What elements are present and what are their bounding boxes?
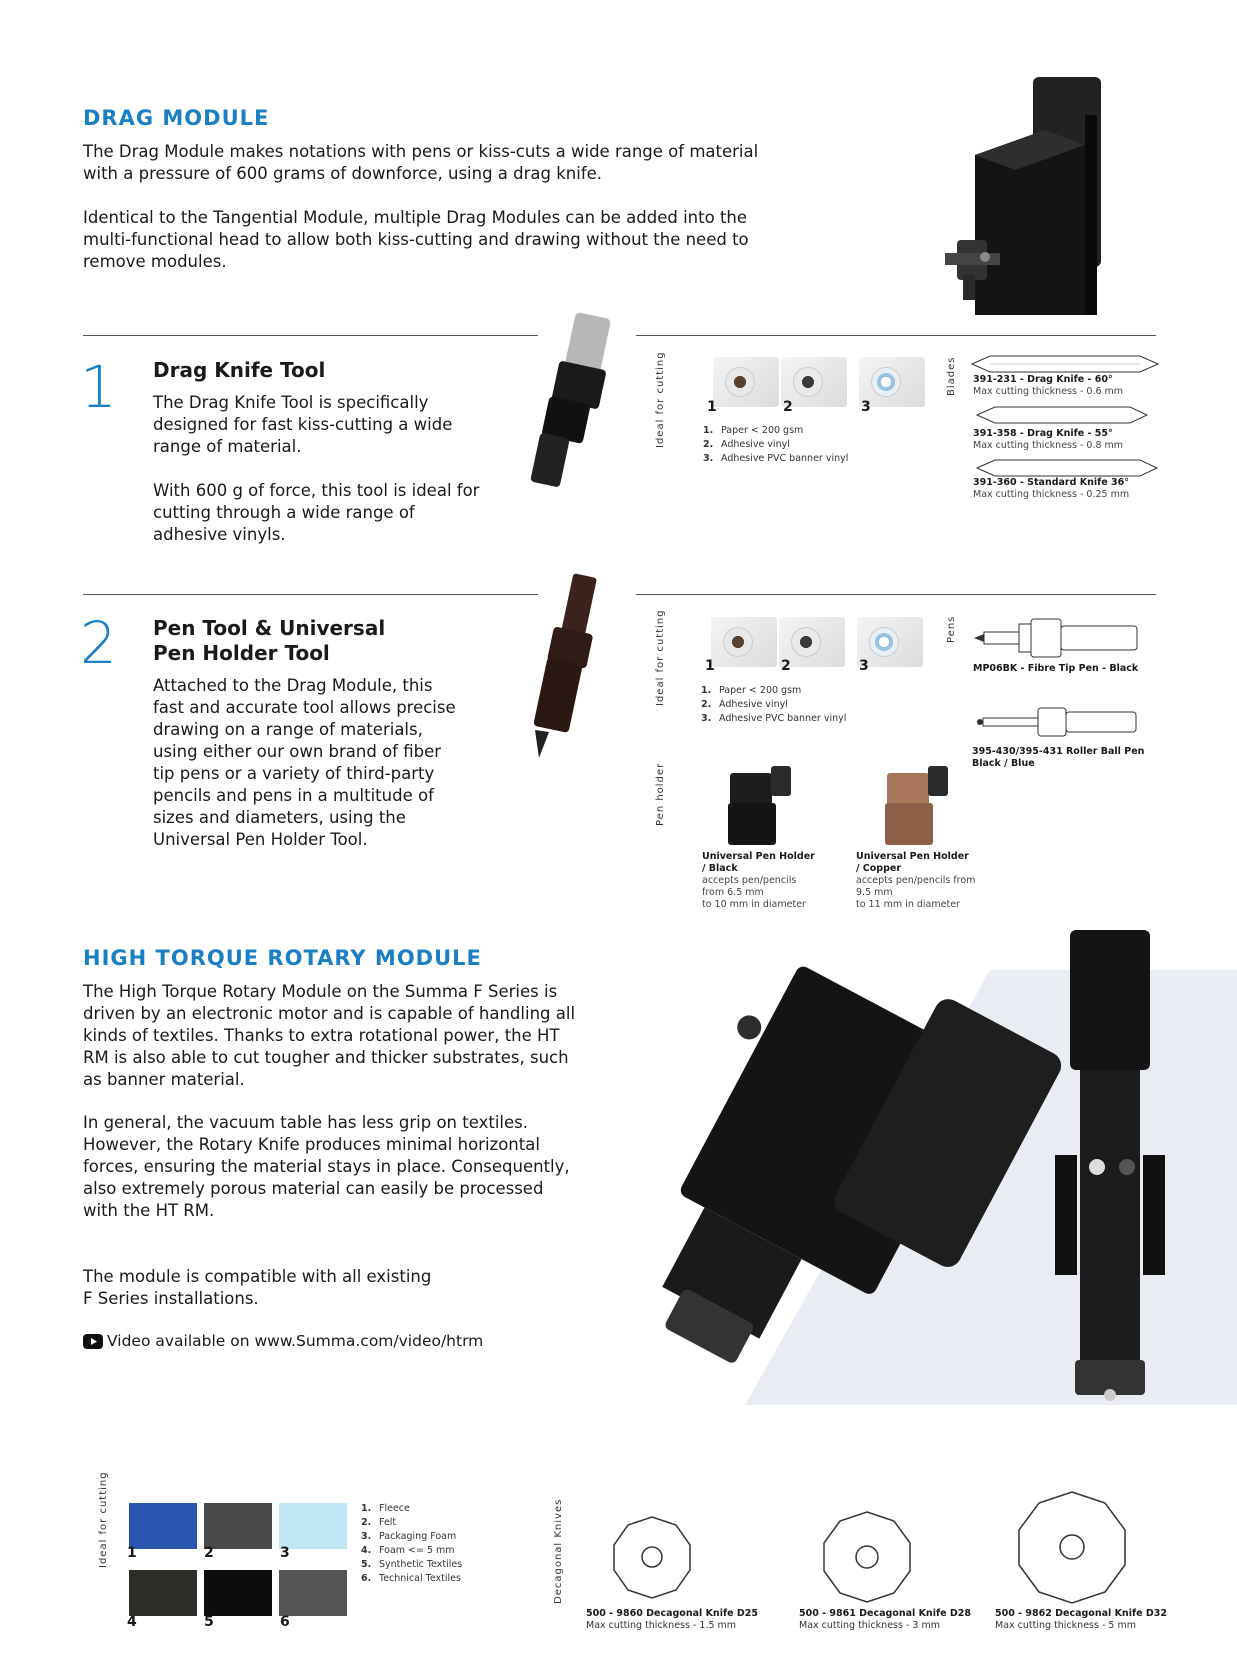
swatch-num: 5 [204,1614,214,1630]
tool2-thumb-num: 2 [781,658,791,674]
pen-name: 395-430/395-431 Roller Ball Pen [972,746,1145,757]
decagonal-knife-icon [1015,1490,1130,1605]
swatch-num: 6 [280,1614,290,1630]
list-item: 6. Technical Textiles [361,1573,461,1584]
holder-name: / Black [702,863,738,874]
pen-holder-black-image [725,763,805,848]
fibre-pen-icon [972,616,1142,661]
swatch-packaging-foam [279,1503,347,1549]
holder-sub: accepts pen/pencils [702,875,797,886]
rotary-materials-list [361,1502,462,1586]
drag-module-para1: The Drag Module makes notations with pens or kiss-cuts a wide range of material with a pressure of 600 grams of downforce, using a drag knife. [83,142,759,183]
drag-module-para2: Identical to the Tangential Module, multiple Drag Modules can be added into the multi-functional head to allow both kiss-cutting and drawing without the need to remove modules. [83,208,749,271]
knives-label: Decagonal Knives [553,1498,564,1604]
tool1-thumb-num: 2 [783,399,793,415]
tool2-thumb-paper [711,617,777,667]
tool1-thumb-num: 1 [707,399,717,415]
pen-tool-image [505,570,615,780]
blade-sub: Max cutting thickness - 0.25 mm [973,489,1130,500]
drag-module-title: DRAG MODULE [83,106,270,130]
holder-sub: to 11 mm in diameter [856,899,960,910]
pen-holder-copper-image [882,763,962,848]
tool1-materials-list [703,424,848,466]
tool2-name-line2: Pen Holder Tool [153,641,330,665]
pen-name-line2: Black / Blue [972,758,1035,769]
list-item: 1. Paper < 200 gsm [703,425,804,436]
blade-name: 391-231 - Drag Knife - 60° [973,374,1113,385]
play-icon [83,1334,103,1349]
tool2-thumb-num: 1 [705,658,715,674]
blade-sub: Max cutting thickness - 0.8 mm [973,440,1124,451]
tool1-number: 1 [80,353,117,421]
tool2-holder-label: Pen holder [655,762,666,826]
list-item: 3. Packaging Foam [361,1531,457,1542]
holder-name: Universal Pen Holder [856,851,969,862]
knife-desc: 500 - 9862 Decagonal Knife D32 Max cutting thickness - 5 mm [995,1608,1167,1631]
list-item: 3. Adhesive PVC banner vinyl [703,453,849,464]
tool1-ideal-label: Ideal for cutting [655,351,666,448]
pen-name: MP06BK - Fibre Tip Pen - Black [973,663,1139,674]
knife-desc: 500 - 9860 Decagonal Knife D25 Max cutting thickness - 1.5 mm [586,1608,758,1631]
tool1-rule-right [636,335,1156,336]
holder-sub: from 6.5 mm [702,887,764,898]
holder-name: Universal Pen Holder [702,851,815,862]
tool2-thumb-num: 3 [859,658,869,674]
swatch-technical [279,1570,347,1616]
holder-sub: to 10 mm in diameter [702,899,806,910]
holder-sub: accepts pen/pencils from [856,875,976,886]
tool1-name: Drag Knife Tool [153,358,326,382]
rotary-ideal-label: Ideal for cutting [98,1471,109,1568]
video-link-text[interactable]: Video available on www.Summa.com/video/htrm [107,1332,484,1350]
list-item: 5. Synthetic Textiles [361,1559,463,1570]
tool1-thumb-paper [713,357,779,407]
tool2-rule-right [636,594,1156,595]
list-item: 4. Foam <= 5 mm [361,1545,455,1556]
tool2-materials-list [701,684,846,726]
tool1-rule-left [83,335,538,336]
swatch-num: 4 [127,1614,137,1630]
swatch-synthetic [204,1570,272,1616]
drag-module-image [935,75,1145,325]
video-link[interactable] [83,1332,483,1350]
swatch-fleece [129,1503,197,1549]
holder-name: / Copper [856,863,902,874]
tool2-pens-label: Pens [946,615,957,643]
decagonal-knife-icon [610,1515,695,1600]
tool1-thumb-num: 3 [861,399,871,415]
rotary-para1: The High Torque Rotary Module on the Summa F Series is driven by an electronic motor and is capable of handling all kinds of textiles. Thanks to extra rotational power, the HT RM is also able to cut tougher and thicker substrates, such as banner material. [83,982,576,1089]
swatch-num: 1 [127,1545,137,1561]
blade-icon [975,458,1160,478]
tool2-rule-left [83,594,538,595]
list-item: 2. Felt [361,1517,397,1528]
knife-desc: 500 - 9861 Decagonal Knife D28 Max cutting thickness - 3 mm [799,1608,971,1631]
rotary-title: HIGH TORQUE ROTARY MODULE [83,946,482,970]
tool2-para: Attached to the Drag Module, this fast and accurate tool allows precise drawing on a range of materials, using either our own brand of fiber tip pens or a variety of third-party pencils and pens in a multitude of sizes and diameters, using the Universal Pen Holder Tool. [153,676,456,849]
decagonal-knife-icon [820,1510,915,1605]
rotary-module-image [595,925,1237,1405]
blade-name: 391-360 - Standard Knife 36° [973,477,1129,488]
rotary-para3: The module is compatible with all existing F Series installations. [83,1267,432,1308]
tool1-para1: The Drag Knife Tool is specifically designed for fast kiss-cutting a wide range of material. [153,393,453,456]
tool1-para2: With 600 g of force, this tool is ideal for cutting through a wide range of adhesive vinyls. [153,481,480,544]
rotary-para2: In general, the vacuum table has less grip on textiles. However, the Rotary Knife produces minimal horizontal forces, ensuring the material stays in place. Consequently, also extremely porous material can easily be processed with the HT RM. [83,1113,570,1220]
holder-sub: 9.5 mm [856,887,893,898]
list-item: 1. Paper < 200 gsm [701,685,802,696]
tool2-ideal-label: Ideal for cutting [655,609,666,706]
blade-icon [970,354,1160,374]
list-item: 2. Adhesive vinyl [703,439,790,450]
blade-name: 391-358 - Drag Knife - 55° [973,428,1113,439]
tool2-number: 2 [80,609,117,677]
list-item: 2. Adhesive vinyl [701,699,788,710]
blade-sub: Max cutting thickness - 0.6 mm [973,386,1124,397]
tool2-name-line1: Pen Tool & Universal [153,616,386,640]
blade-icon [975,405,1150,425]
list-item: 1. Fleece [361,1503,410,1514]
list-item: 3. Adhesive PVC banner vinyl [701,713,847,724]
rollerball-pen-icon [975,704,1140,740]
swatch-num: 2 [204,1545,214,1561]
swatch-num: 3 [280,1545,290,1561]
tool1-blades-label: Blades [946,356,957,396]
drag-knife-tool-image [515,310,615,510]
swatch-foam [129,1570,197,1616]
swatch-felt [204,1503,272,1549]
